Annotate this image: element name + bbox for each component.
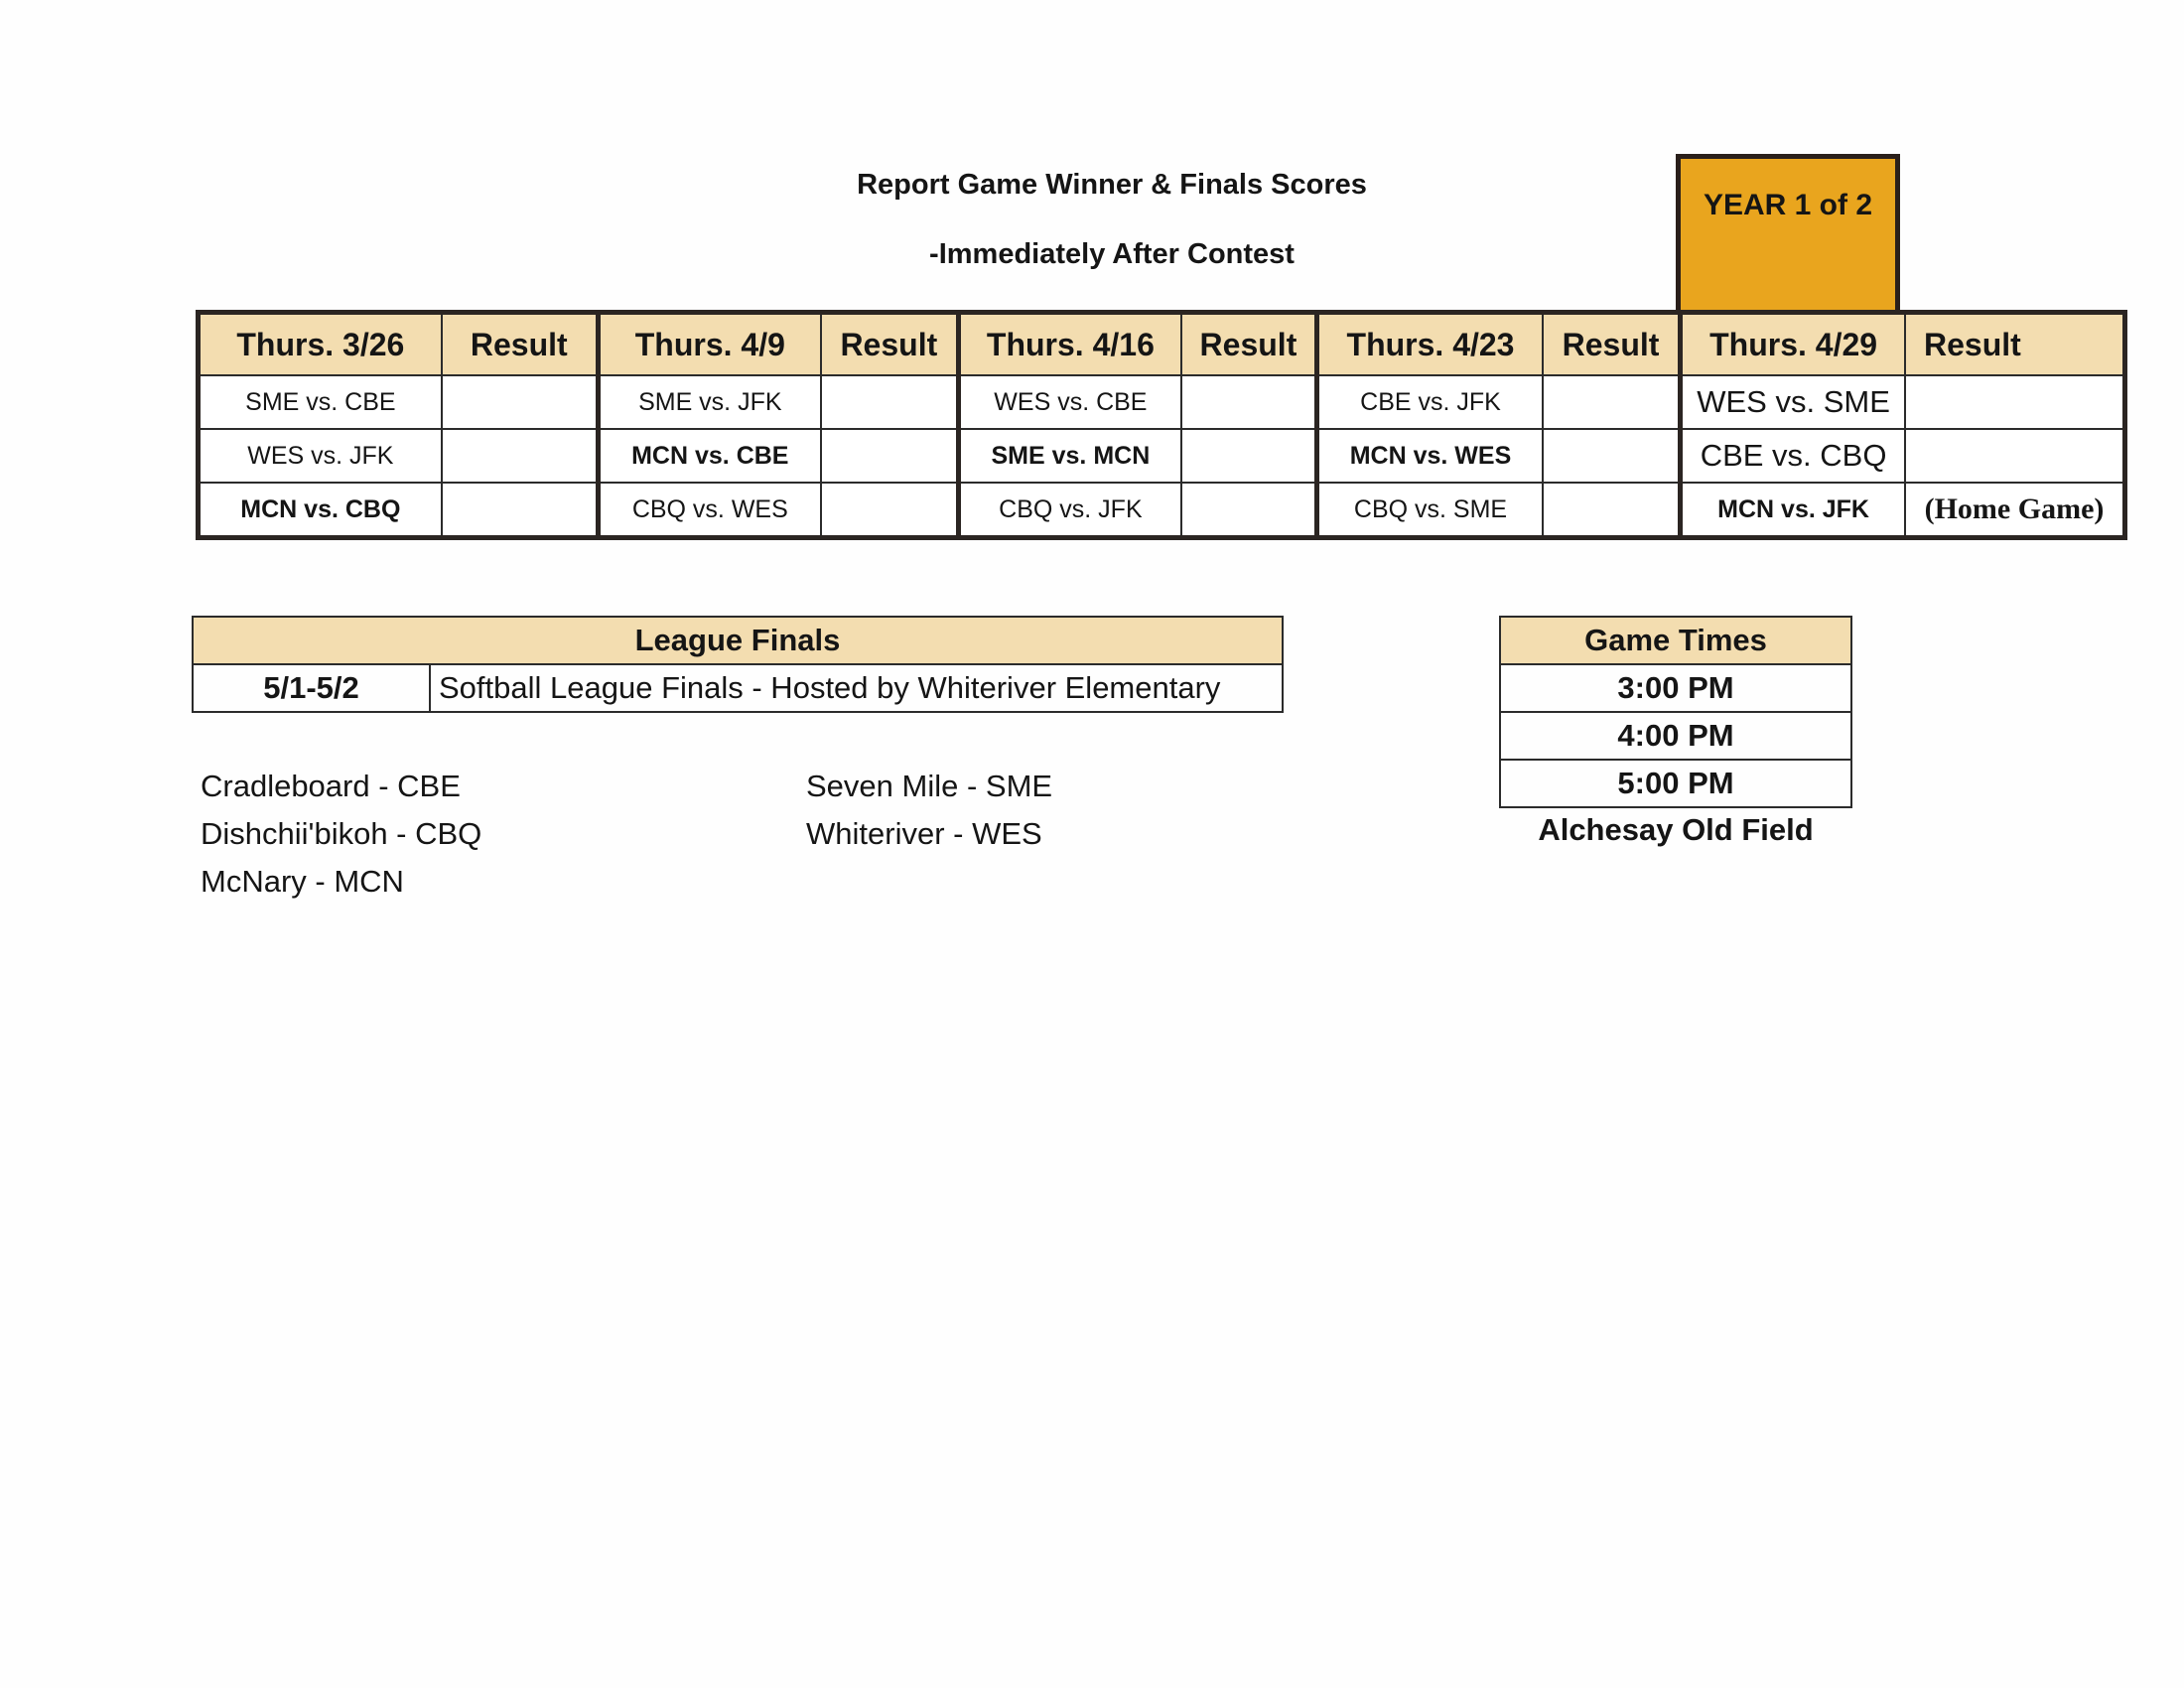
- matchup-cell: MCN vs. WES: [1317, 429, 1543, 483]
- finals-date: 5/1-5/2: [193, 664, 430, 712]
- matchup-cell: WES vs. SME: [1681, 375, 1905, 429]
- matchup-cell: CBQ vs. SME: [1317, 483, 1543, 538]
- result-cell[interactable]: [442, 429, 599, 483]
- matchup-cell: SME vs. JFK: [598, 375, 820, 429]
- result-header: Result: [821, 313, 959, 376]
- result-cell[interactable]: [1543, 375, 1681, 429]
- matchup-cell: CBE vs. CBQ: [1681, 429, 1905, 483]
- week-date-header: Thurs. 4/16: [958, 313, 1180, 376]
- page-subtitle: -Immediately After Contest: [929, 238, 1295, 270]
- page-title: Report Game Winner & Finals Scores: [857, 169, 1367, 201]
- team-legend-item: McNary - MCN: [201, 864, 404, 899]
- result-header: Result: [442, 313, 599, 376]
- result-cell[interactable]: [442, 483, 599, 538]
- game-time: 5:00 PM: [1500, 760, 1851, 807]
- result-cell[interactable]: [1543, 483, 1681, 538]
- finals-description: Softball League Finals - Hosted by Whiteriver Elementary: [430, 664, 1283, 712]
- result-cell[interactable]: [1181, 375, 1317, 429]
- week-date-header: Thurs. 3/26: [199, 313, 442, 376]
- result-cell[interactable]: [821, 375, 959, 429]
- matchup-cell: WES vs. JFK: [199, 429, 442, 483]
- game-location: Alchesay Old Field: [1538, 812, 1814, 847]
- team-legend-item: Whiteriver - WES: [806, 816, 1042, 851]
- matchup-cell: MCN vs. JFK: [1681, 483, 1905, 538]
- matchup-cell: SME vs. MCN: [958, 429, 1180, 483]
- game-times-heading: Game Times: [1500, 617, 1851, 664]
- result-cell[interactable]: [1905, 375, 2125, 429]
- schedule-table: [196, 310, 2127, 540]
- result-cell[interactable]: [1181, 483, 1317, 538]
- table-row: [199, 483, 2125, 538]
- result-cell-home-game[interactable]: (Home Game): [1905, 483, 2125, 538]
- result-header: Result: [1543, 313, 1681, 376]
- matchup-cell: CBQ vs. JFK: [958, 483, 1180, 538]
- game-times-table: [1499, 616, 1852, 808]
- result-cell[interactable]: [442, 375, 599, 429]
- year-badge: YEAR 1 of 2: [1676, 154, 1900, 313]
- team-legend-item: Seven Mile - SME: [806, 769, 1053, 803]
- matchup-cell: MCN vs. CBQ: [199, 483, 442, 538]
- matchup-cell: CBQ vs. WES: [598, 483, 820, 538]
- team-legend-item: Cradleboard - CBE: [201, 769, 461, 803]
- game-time: 3:00 PM: [1500, 664, 1851, 712]
- schedule-header-row: [199, 313, 2125, 376]
- matchup-cell: WES vs. CBE: [958, 375, 1180, 429]
- table-row: [193, 664, 1283, 712]
- result-cell[interactable]: [821, 429, 959, 483]
- table-row: [199, 429, 2125, 483]
- week-date-header: Thurs. 4/9: [598, 313, 820, 376]
- league-finals-heading: League Finals: [193, 617, 1283, 664]
- result-header: Result: [1181, 313, 1317, 376]
- matchup-cell: MCN vs. CBE: [598, 429, 820, 483]
- matchup-cell: SME vs. CBE: [199, 375, 442, 429]
- table-row: [199, 375, 2125, 429]
- result-header: Result: [1905, 313, 2125, 376]
- team-legend-item: Dishchii'bikoh - CBQ: [201, 816, 482, 851]
- result-cell[interactable]: [821, 483, 959, 538]
- result-cell[interactable]: [1905, 429, 2125, 483]
- matchup-cell: CBE vs. JFK: [1317, 375, 1543, 429]
- game-time: 4:00 PM: [1500, 712, 1851, 760]
- week-date-header: Thurs. 4/23: [1317, 313, 1543, 376]
- result-cell[interactable]: [1543, 429, 1681, 483]
- result-cell[interactable]: [1181, 429, 1317, 483]
- week-date-header: Thurs. 4/29: [1681, 313, 1905, 376]
- league-finals-table: [192, 616, 1284, 713]
